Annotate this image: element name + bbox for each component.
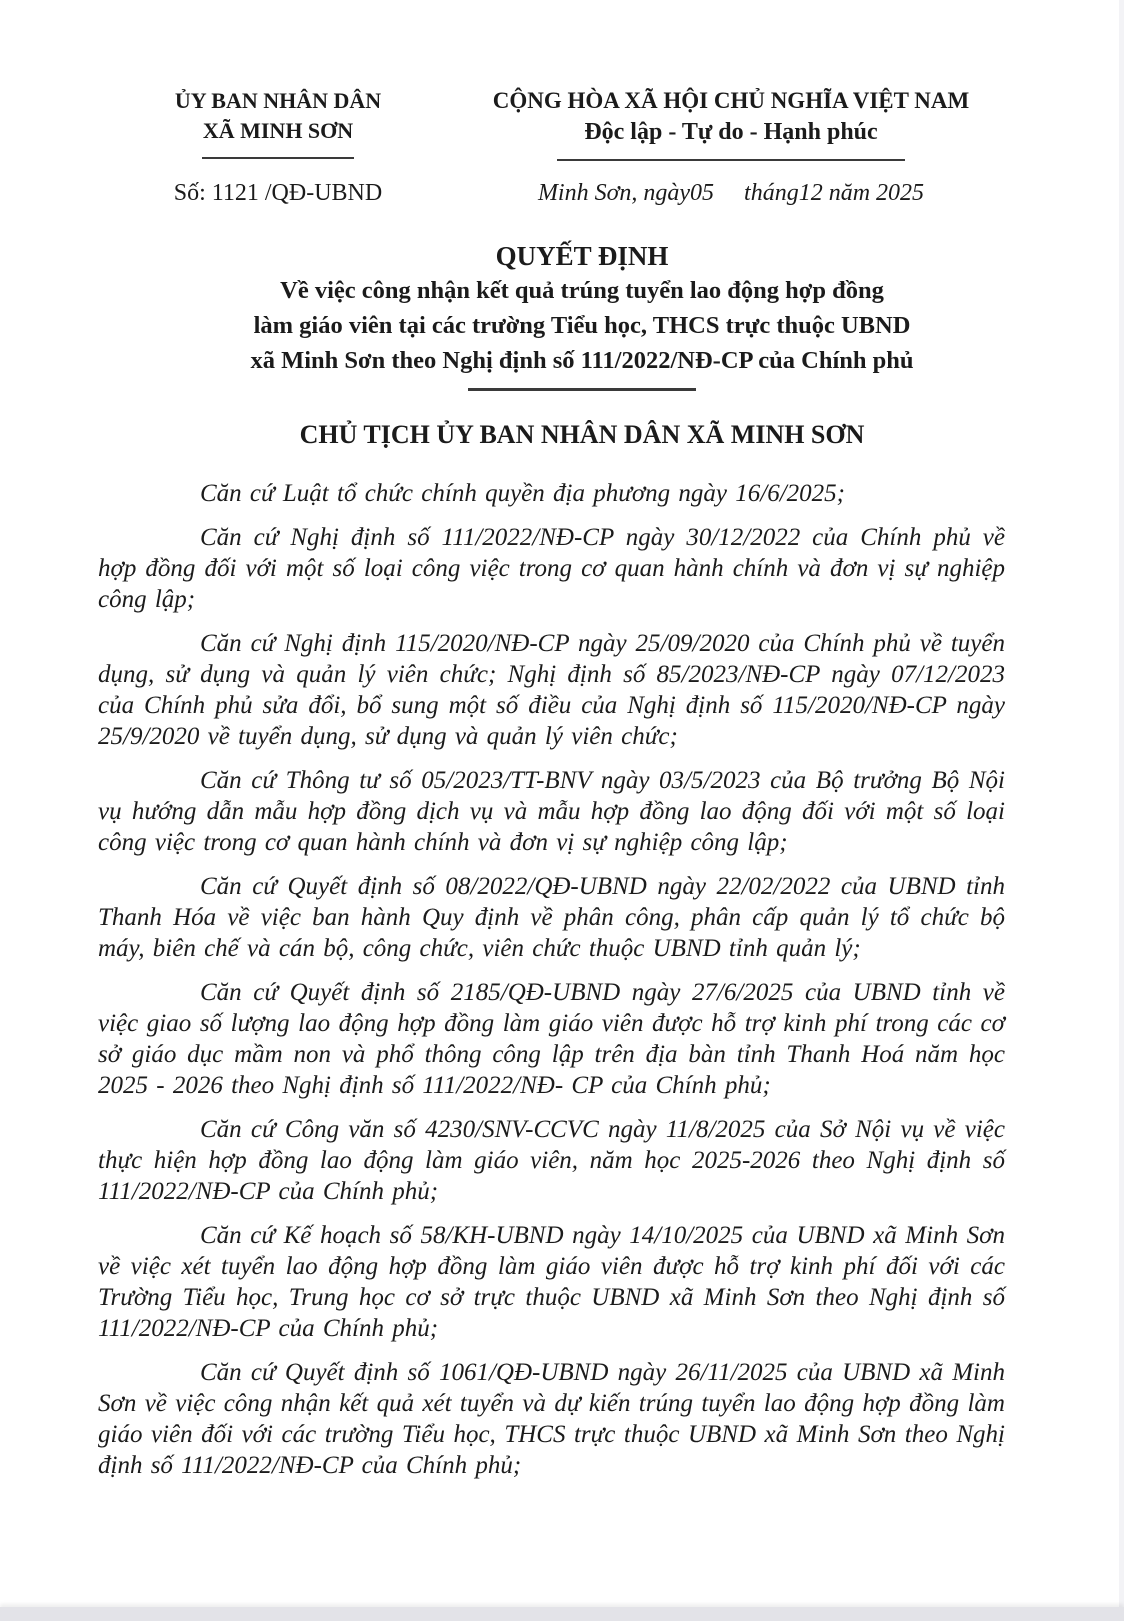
decision-subtitle-line: xã Minh Sơn theo Nghị định số 111/2022/NĐ-CP của Chính phủ bbox=[250, 347, 914, 374]
page-right-edge bbox=[1119, 0, 1124, 1621]
decision-subtitle-line: làm giáo viên tại các trường Tiểu học, THCS trực thuộc UBND bbox=[253, 312, 911, 339]
document-body bbox=[98, 478, 1066, 1481]
national-motto-underline bbox=[557, 159, 905, 161]
decision-heading: QUYẾT ĐỊNH bbox=[495, 241, 669, 271]
issuing-authority-name: XÃ MINH SƠN bbox=[202, 118, 354, 143]
national-header-block bbox=[451, 86, 1011, 207]
title-block bbox=[98, 239, 1066, 452]
document-number: Số: 1121 /QĐ-UBND bbox=[173, 180, 383, 206]
title-underline bbox=[468, 388, 696, 391]
place-date-line: Minh Sơn, ngày05 tháng12 năm 2025 bbox=[537, 180, 925, 206]
authority-heading: CHỦ TỊCH ỦY BAN NHÂN DÂN XÃ MINH SƠN bbox=[299, 420, 865, 449]
legal-basis-paragraph: Căn cứ Nghị định 115/2020/NĐ-CP ngày 25/09/2020 của Chính phủ về tuyển dụng, sử dụng và quản lý viên chức; Nghị định số 85/2023/NĐ-CP ngày 07/12/2023 của Chính phủ sửa đổi, bổ sung một số điều của Nghị định số 115/2020/NĐ-CP ngày 25/9/2020 về tuyển dụng, sử dụng và quản lý viên chức; bbox=[98, 630, 1005, 750]
issuing-authority-block bbox=[123, 86, 433, 207]
document-header bbox=[98, 86, 1066, 207]
legal-basis-paragraph: Căn cứ Nghị định số 111/2022/NĐ-CP ngày 30/12/2022 của Chính phủ về hợp đồng đối với một số loại công việc trong cơ quan hành chính và đơn vị sự nghiệp công lập; bbox=[98, 524, 1005, 613]
bottom-ui-bar bbox=[0, 1607, 1124, 1621]
issuing-authority-underline bbox=[202, 157, 354, 159]
legal-basis-paragraph: Căn cứ Thông tư số 05/2023/TT-BNV ngày 03/5/2023 của Bộ trưởng Bộ Nội vụ hướng dẫn mẫu hợp đồng dịch vụ và mẫu hợp đồng lao động đối với một số loại công việc trong cơ quan hành chính và đơn vị sự nghiệp công lập; bbox=[98, 767, 1005, 856]
legal-basis-paragraph: Căn cứ Luật tổ chức chính quyền địa phương ngày 16/6/2025; bbox=[200, 480, 845, 507]
legal-basis-paragraph: Căn cứ Kế hoạch số 58/KH-UBND ngày 14/10/2025 của UBND xã Minh Sơn về việc xét tuyển lao động hợp đồng làm giáo viên được hỗ trợ kinh phí đối với các Trường Tiểu học, Trung học cơ sở trực thuộc UBND xã Minh Sơn theo Nghị định số 111/2022/NĐ-CP của Chính phủ; bbox=[98, 1222, 1005, 1342]
legal-basis-paragraph: Căn cứ Quyết định số 2185/QĐ-UBND ngày 27/6/2025 của UBND tỉnh về việc giao số lượng lao động hợp đồng làm giáo viên được hỗ trợ kinh phí trong các cơ sở giáo dục mầm non và phổ thông công lập trên địa bàn tỉnh Thanh Hoá năm học 2025 - 2026 theo Nghị định số 111/2022/NĐ- CP của Chính phủ; bbox=[98, 979, 1005, 1099]
legal-basis-paragraph: Căn cứ Công văn số 4230/SNV-CCVC ngày 11/8/2025 của Sở Nội vụ về việc thực hiện hợp đồng lao động làm giáo viên, năm học 2025-2026 theo Nghị định số 111/2022/NĐ-CP của Chính phủ; bbox=[98, 1116, 1005, 1205]
national-motto: Độc lập - Tự do - Hạnh phúc bbox=[584, 119, 878, 145]
decision-subtitle bbox=[98, 273, 1066, 378]
national-title: CỘNG HÒA XÃ HỘI CHỦ NGHĨA VIỆT NAM bbox=[492, 88, 970, 113]
issuing-authority-parent: ỦY BAN NHÂN DÂN bbox=[174, 88, 382, 113]
legal-basis-paragraph: Căn cứ Quyết định số 08/2022/QĐ-UBND ngày 22/02/2022 của UBND tỉnh Thanh Hóa về việc ban hành Quy định về phân công, phân cấp quản lý tổ chức bộ máy, biên chế và cán bộ, công chức, viên chức thuộc UBND tỉnh quản lý; bbox=[98, 873, 1005, 962]
decision-subtitle-line: Về việc công nhận kết quả trúng tuyển lao động hợp đồng bbox=[280, 277, 884, 304]
legal-basis-paragraph: Căn cứ Quyết định số 1061/QĐ-UBND ngày 26/11/2025 của UBND xã Minh Sơn về việc công nhận kết quả xét tuyển và dự kiến trúng tuyển lao động hợp đồng làm giáo viên đối với các trường Tiểu học, THCS trực thuộc UBND xã Minh Sơn theo Nghị định số 111/2022/NĐ-CP của Chính phủ; bbox=[98, 1359, 1005, 1479]
